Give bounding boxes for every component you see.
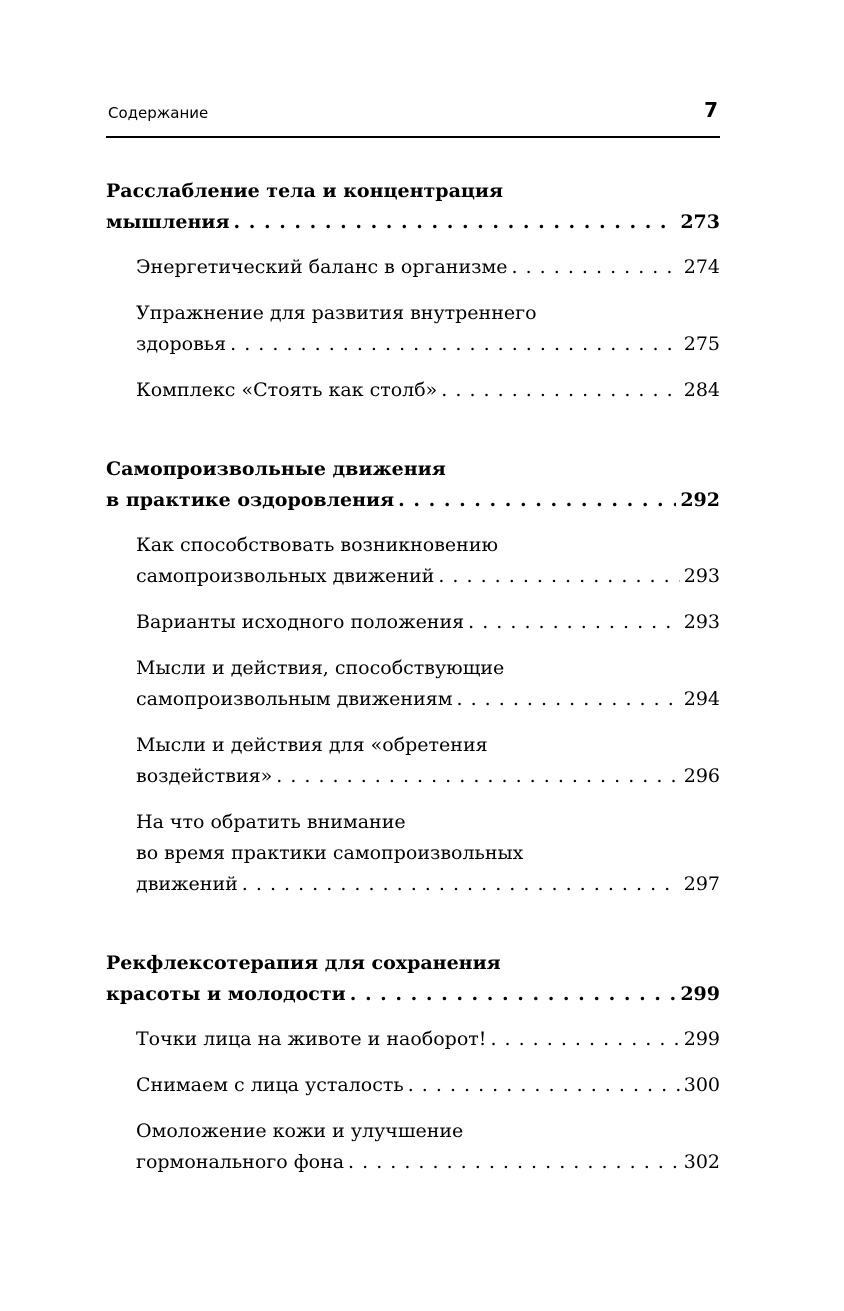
dot-leader (242, 869, 680, 900)
toc-subentry-last-line (136, 607, 720, 638)
toc-section (106, 454, 720, 900)
toc-section-heading-last-line (106, 485, 720, 516)
toc-page-number: 273 (680, 211, 720, 233)
toc-section-heading-text-line: мышления (106, 211, 230, 233)
dot-leader (457, 684, 680, 715)
toc-subentry-text-line: Комплекс «Стоять как столб» (136, 379, 438, 401)
toc-subentry[interactable] (106, 730, 720, 792)
dot-leader (348, 1147, 680, 1178)
toc-subentry-last-line (136, 252, 720, 283)
toc-page-number: 297 (683, 873, 720, 895)
toc-subentry-text-line: Точки лица на животе и наоборот! (136, 1028, 487, 1050)
toc-page-number: 296 (683, 765, 720, 787)
toc-subentry-text-line: Мысли и действия для «обретения (136, 734, 488, 756)
toc-subentry[interactable] (106, 252, 720, 283)
toc-page-number: 292 (680, 489, 720, 511)
toc-page-number: 299 (680, 983, 720, 1005)
toc-subentry-text-line: здоровья (136, 333, 227, 355)
toc-subentry-text-line: Упражнение для развития внутреннего (136, 302, 537, 324)
toc-subentry-last-line (136, 1070, 720, 1101)
dot-leader (441, 375, 679, 406)
dot-leader (490, 1024, 679, 1055)
toc-section-heading-last-line (106, 207, 720, 238)
toc-subentry-text-line: Как способствовать возникновению (136, 534, 499, 556)
toc-subentry-text-line: самопроизвольных движений (136, 565, 435, 587)
toc-subentry-text-line: Мысли и действия, способствующие (136, 657, 505, 679)
toc-subentry[interactable] (106, 1116, 720, 1178)
toc-section-heading[interactable] (106, 454, 720, 516)
toc-page-number: 294 (683, 688, 720, 710)
toc-subentry-text-line: движений (136, 873, 238, 895)
toc-subentry-text-line: самопроизвольным движениям (136, 688, 453, 710)
toc-page-number: 274 (683, 256, 720, 278)
toc-subentry-text-line: Энергетический баланс в организме (136, 256, 508, 278)
toc-subentry[interactable] (106, 653, 720, 715)
toc-section (106, 948, 720, 1178)
toc-subentry[interactable] (106, 375, 720, 406)
toc-subentry-text-line: во время практики самопроизвольных (136, 842, 524, 864)
dot-leader (468, 607, 680, 638)
toc-subentry-text-line: гормонального фона (136, 1151, 345, 1173)
toc-section-heading-text-line: красоты и молодости (106, 983, 346, 1005)
toc-subentry[interactable] (106, 1070, 720, 1101)
running-title: Содержание (108, 104, 209, 122)
dot-leader (230, 329, 680, 360)
toc-subentry-last-line (136, 869, 720, 900)
dot-leader (234, 207, 677, 238)
toc-section-heading[interactable] (106, 176, 720, 238)
toc-subentry-text-line: Снимаем с лица усталость (136, 1074, 404, 1096)
toc-section-heading-text-line: Рекфлексотерапия для сохранения (106, 952, 501, 974)
toc-page-number: 299 (683, 1028, 720, 1050)
toc-subentry-text-line: На что обратить внимание (136, 811, 406, 833)
toc-section-heading-last-line (106, 979, 720, 1010)
toc-subentry-last-line (136, 1024, 720, 1055)
toc-section-heading-text-line: Расслабление тела и концентрация (106, 180, 504, 202)
toc-subentry[interactable] (106, 807, 720, 900)
dot-leader (350, 979, 677, 1010)
toc-page-number: 293 (683, 611, 720, 633)
toc-page-number: 293 (683, 565, 720, 587)
toc-subentry-last-line (136, 561, 720, 592)
toc-section (106, 176, 720, 406)
toc-page-number: 275 (683, 333, 720, 355)
toc-subentry[interactable] (106, 607, 720, 638)
page-header (106, 96, 720, 138)
toc-subentry-last-line (136, 761, 720, 792)
toc-subentry-last-line (136, 1147, 720, 1178)
dot-leader (408, 1070, 680, 1101)
dot-leader (438, 561, 679, 592)
toc-subentry[interactable] (106, 1024, 720, 1055)
toc-page-number: 302 (683, 1151, 720, 1173)
toc-subentry-text-line: Омоложение кожи и улучшение (136, 1120, 464, 1142)
toc-section-heading-text-line: Самопроизвольные движения (106, 458, 446, 480)
toc-subentry-text-line: воздействия» (136, 765, 273, 787)
toc-subentry-last-line (136, 375, 720, 406)
toc-section-heading-text-line: в практике оздоровления (106, 489, 395, 511)
toc-subentry[interactable] (106, 298, 720, 360)
toc-section-heading[interactable] (106, 948, 720, 1010)
dot-leader (398, 485, 676, 516)
dot-leader (276, 761, 680, 792)
toc-subentry-last-line (136, 329, 720, 360)
table-of-contents (106, 176, 720, 1226)
toc-page-number: 300 (683, 1074, 720, 1096)
toc-page-number: 284 (683, 379, 720, 401)
toc-subentry-text-line: Варианты исходного положения (136, 611, 465, 633)
toc-subentry-last-line (136, 684, 720, 715)
dot-leader (512, 252, 680, 283)
page-number: 7 (704, 98, 718, 122)
toc-subentry[interactable] (106, 530, 720, 592)
